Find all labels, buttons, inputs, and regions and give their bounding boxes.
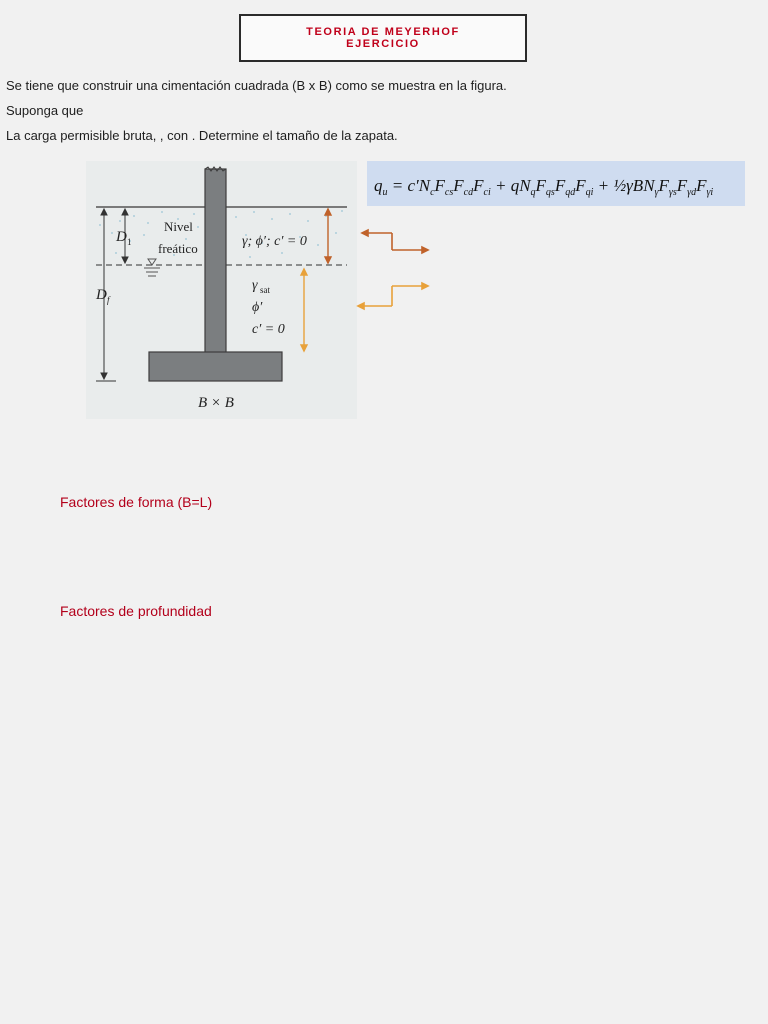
lower-pointer-arrow [358,283,428,309]
label-d1-sub: 1 [127,237,132,247]
depth-factors-heading: Factores de profundidad [60,603,212,619]
label-df-sub: f [107,295,110,305]
title-line-2: EJERCICIO [346,38,420,50]
lower-layer-arrow [301,269,307,351]
column [205,169,226,353]
label-gamma-sat-sub: sat [260,285,270,295]
label-freatico: freático [158,241,198,256]
label-phi: ϕ′ [252,300,263,315]
label-gamma-sat: γ [252,278,258,293]
formula-text: $q_u = c'N_cF_{cs}F_{cd}F_{ci} + qN_qF_{qs}F_{qd}F_{qi}$ + $\frac{1}{2}\gamma BN_\gamma F_{\gamma s}F_{\gamma d}F_{\gamma i}$ [374,176,714,198]
water-table-symbol [144,259,160,276]
label-upper-layer: γ; ϕ′; c′ = 0 [242,234,307,249]
shape-factors-heading: Factores de forma (B=L) [60,494,213,510]
footing [149,352,282,381]
meyerhof-formula [367,161,745,206]
label-df: D [96,287,107,303]
label-bxb: B × B [198,395,234,411]
statement-line-2: Suponga que [6,103,84,118]
statement-line-3: La carga permisible bruta, , con . Determine el tamaño de la zapata. [6,128,398,143]
label-nivel: Nivel [164,219,193,234]
footing-figure [86,161,357,419]
upper-pointer-arrow [362,230,428,253]
layer-pointer-arrows [352,220,442,320]
upper-layer-arrow [325,209,331,263]
label-c: c′ = 0 [252,322,285,337]
statement-line-1: Se tiene que construir una cimentación cuadrada (B x B) como se muestra en la figura. [6,78,507,93]
title-line-1: TEORIA DE MEYERHOF [306,26,460,38]
label-d1: D [116,229,127,245]
title-box [239,14,527,62]
